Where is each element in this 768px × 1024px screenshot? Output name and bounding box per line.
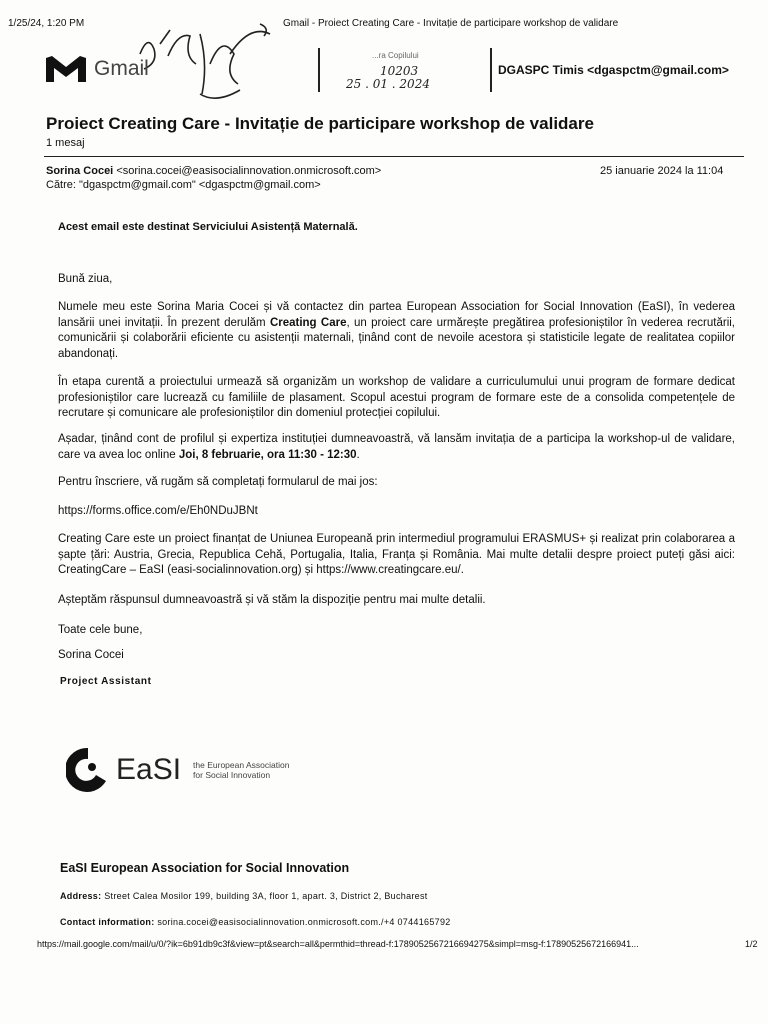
- divider: [44, 156, 744, 157]
- body-paragraph-1: Numele meu este Sorina Maria Cocei și vă contactez din partea European Association for Social Innovation (EaSI), în vederea lansării unei invitații. În prezent derulăm Creating Care, un proiect care urmărește pregătirea profesioniștilor în vederea recrutării, comunicării și colaborării eficiente cu asistenții maternali, ținând cont de nevoile acestora și statisticile legate de realitatea copiilor abandonați.: [58, 301, 735, 360]
- print-datetime: 1/25/24, 1:20 PM: [8, 18, 85, 29]
- stamp-date: 25 . 01 . 2024: [346, 77, 430, 91]
- footer-url: https://mail.google.com/mail/u/0/?ik=6b91db9c3f&view=pt&search=all&permthid=thread-f:1789052567216694275&simpl=msg-f:17890525672166941...: [37, 939, 639, 949]
- gmail-m-icon: [44, 54, 88, 84]
- easi-swirl-icon: [66, 745, 110, 795]
- email-date: 25 ianuarie 2024 la 11:04: [600, 165, 724, 177]
- sender-line: [46, 165, 381, 177]
- org-address: Address: Street Calea Mosilor 199, building 3A, floor 1, apart. 3, District 2, Bucharest: [60, 891, 428, 901]
- stamp-institution: ...ra Copilului: [372, 51, 419, 60]
- body-paragraph-4: Pentru înscriere, vă rugăm să completați formularul de mai jos:: [58, 476, 378, 488]
- easi-logo: [66, 745, 289, 795]
- greeting: Bună ziua,: [58, 273, 113, 285]
- org-name: EaSI European Association for Social Innovation: [60, 861, 350, 875]
- sender-name: Sorina Cocei: [46, 165, 114, 177]
- closing: Toate cele bune,: [58, 624, 143, 636]
- email-subject: Proiect Creating Care - Invitație de participare workshop de validare: [46, 114, 594, 133]
- body-paragraph-2: În etapa curentă a proiectului urmează să organizăm un workshop de validare a curriculumului unui program de formare dedicat profesioniștilor care lucrează cu familiile de plasament. Scopul acestui program de formare este de a consolida competențele de recrutare și comunicare ale profesioniștilor din domeniul protecției copilului.: [58, 376, 735, 419]
- registration-stamp: [318, 48, 492, 92]
- form-link[interactable]: https://forms.office.com/e/Eh0NDuJBNt: [58, 505, 258, 517]
- account-info: DGASPC Timis <dgaspctm@gmail.com>: [498, 63, 729, 77]
- body-paragraph-5: Creating Care este un proiect finanțat de Uniunea Europeană prin intermediul programului ERASMUS+ și realizat prin colaborarea a șapte țări: Austria, Grecia, Republica Cehă, Portugalia, Italia, Franța și România. Mai multe detalii despre proiect puteți găsi aici: CreatingCare – EaSI (easi-socialinnovation.org) și https://www.creatingcare.eu/.: [58, 533, 735, 576]
- gmail-brand-text: Gmail: [94, 57, 149, 80]
- print-page-title: Gmail - Proiect Creating Care - Invitație de participare workshop de validare: [283, 18, 619, 29]
- gmail-logo: [44, 54, 149, 84]
- signature-title: Project Assistant: [60, 676, 152, 687]
- recipient-line: Către: "dgaspctm@gmail.com" <dgaspctm@gmail.com>: [46, 179, 321, 191]
- body-paragraph-6: Așteptăm răspunsul dumneavoastră și vă stăm la dispoziție pentru mai multe detalii.: [58, 594, 486, 606]
- stamp-reg-number: 10203: [380, 64, 419, 78]
- easi-logo-subtitle: the European Association for Social Innovation: [193, 760, 290, 780]
- sender-email: <sorina.cocei@easisocialinnovation.onmicrosoft.com>: [116, 165, 382, 177]
- email-notice: Acest email este destinat Serviciului Asistență Maternală.: [58, 221, 358, 233]
- page-number: 1/2: [745, 939, 758, 949]
- signature-name: Sorina Cocei: [58, 649, 124, 661]
- org-contact: Contact information: sorina.cocei@easisocialinnovation.onmicrosoft.com./+4 0744165792: [60, 917, 451, 927]
- body-paragraph-3: Așadar, ținând cont de profilul și expertiza instituției dumneavoastră, vă lansăm invitația de a participa la workshop-ul de validare, care va avea loc online Joi, 8 februarie, ora 11:30 - 12:30.: [58, 433, 735, 461]
- easi-logo-text: EaSI: [116, 753, 182, 786]
- message-count: 1 mesaj: [46, 137, 85, 149]
